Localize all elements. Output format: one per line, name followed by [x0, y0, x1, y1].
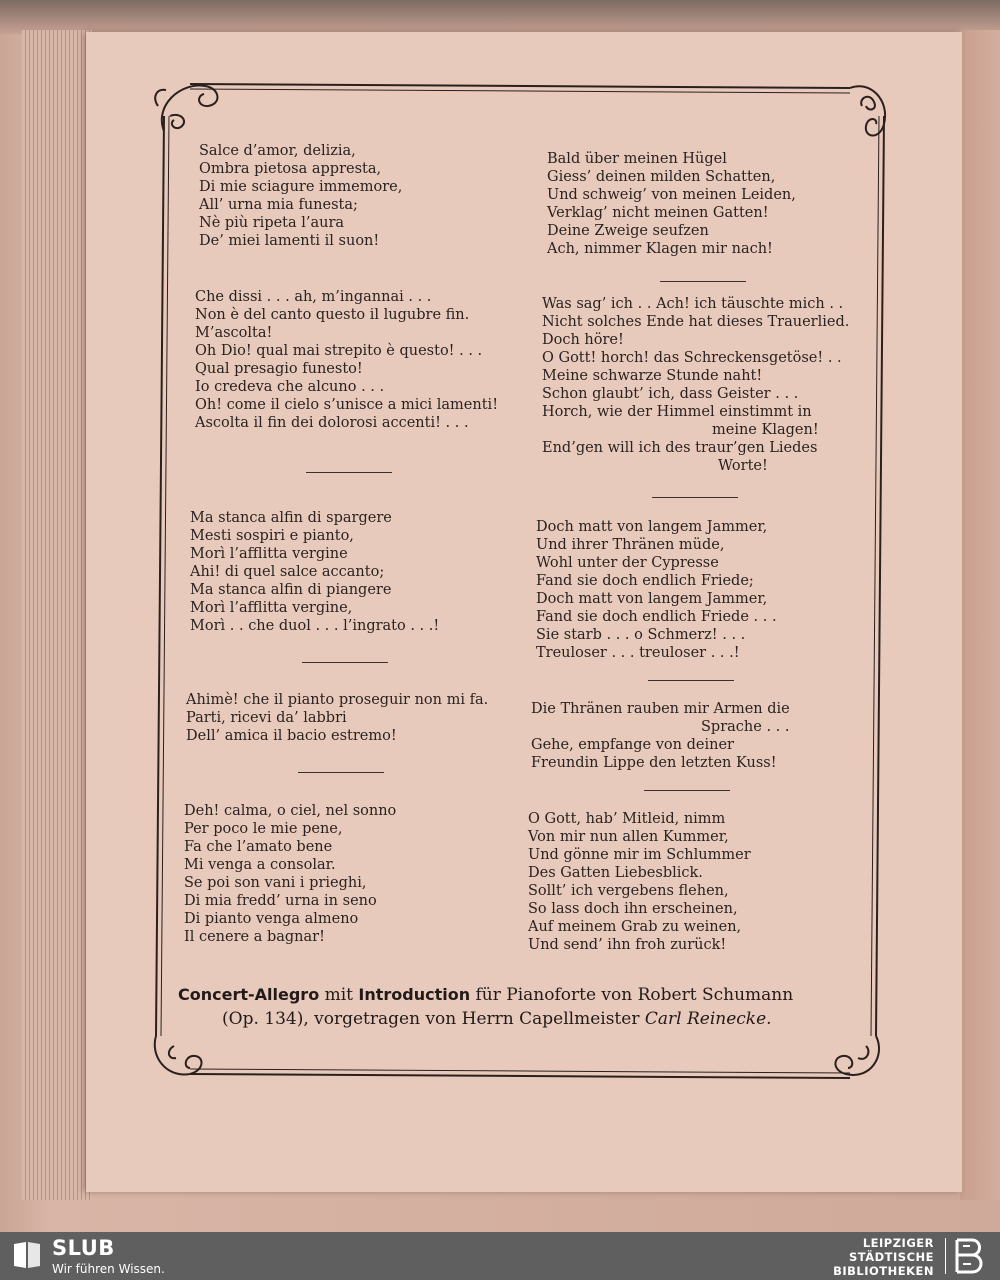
verse-line: Freundin Lippe den letzten Kuss! — [531, 755, 777, 771]
verse-line: Ascolta il fin dei dolorosi accenti! . . . — [195, 415, 469, 431]
verse-line: meine Klagen! — [712, 422, 819, 438]
verse-line: Gehe, empfange von deiner — [531, 737, 734, 753]
german-stanza-2 — [542, 295, 849, 475]
german-stanza-1 — [547, 150, 796, 258]
italian-stanza-1 — [199, 142, 402, 250]
concert-details-2: (Op. 134), vorgetragen von Herrn Capellmeister — [222, 1009, 645, 1029]
verse-line: O Gott! horch! das Schreckensgetöse! . . — [542, 350, 842, 366]
verse-line: Per poco le mie pene, — [184, 821, 343, 837]
book-top-edge — [0, 0, 1000, 34]
verse-line: So lass doch ihn erscheinen, — [528, 901, 738, 917]
verse-line: De’ miei lamenti il suon! — [199, 233, 380, 249]
lsb-line-3: BIBLIOTHEKEN — [833, 1264, 934, 1278]
verse-line: Von mir nun allen Kummer, — [528, 829, 729, 845]
lsb-name — [833, 1236, 934, 1278]
verse-line: O Gott, hab’ Mitleid, nimm — [528, 811, 726, 827]
concert-mit: mit — [319, 985, 359, 1005]
verse-line: Giess’ deinen milden Schatten, — [547, 169, 776, 185]
german-stanza-5 — [528, 810, 751, 954]
verse-line: Doch matt von langem Jammer, — [536, 591, 768, 607]
stanza-divider — [648, 680, 734, 681]
verse-line: Und schweig’ von meinen Leiden, — [547, 187, 796, 203]
italian-stanza-5 — [184, 802, 396, 946]
italian-stanza-2 — [195, 288, 498, 432]
verse-line: Di pianto venga almeno — [184, 911, 359, 927]
verse-line: Mi venga a consolar. — [184, 857, 336, 873]
concert-second-line — [178, 1007, 858, 1031]
verse-line: Wohl unter der Cypresse — [536, 555, 719, 571]
verse-line: Salce d’amor, delizia, — [199, 143, 356, 159]
verse-line: Was sag’ ich . . Ach! ich täuschte mich . . — [542, 296, 844, 312]
verse-line: Worte! — [718, 458, 768, 474]
stanza-divider — [652, 497, 738, 498]
concert-details-1: für Pianoforte von Robert Schumann — [470, 985, 794, 1005]
verse-line: Schon glaubt’ ich, dass Geister . . . — [542, 386, 799, 402]
verse-line: Qual presagio funesto! — [195, 361, 363, 377]
verse-line: Doch matt von langem Jammer, — [536, 519, 768, 535]
lsb-line-1: LEIPZIGER — [862, 1236, 934, 1250]
verse-line: Fand sie doch endlich Friede; — [536, 573, 754, 589]
italian-stanza-4 — [186, 691, 488, 745]
verse-line: Verklag’ nicht meinen Gatten! — [547, 205, 769, 221]
verse-line: Non è del canto questo il lugubre fin. — [195, 307, 470, 323]
stanza-divider — [298, 772, 384, 773]
concert-title: Concert-Allegro — [178, 985, 320, 1004]
verse-line: Dell’ amica il bacio estremo! — [186, 728, 397, 744]
lsb-logo-icon — [954, 1237, 988, 1275]
lsb-divider — [945, 1238, 946, 1274]
verse-line: Bald über meinen Hügel — [547, 151, 727, 167]
verse-line: Ahimè! che il pianto proseguir non mi fa. — [186, 692, 489, 708]
verse-line: Und ihrer Thränen müde, — [536, 537, 725, 553]
verse-line: Oh Dio! qual mai strepito è questo! . . . — [195, 343, 483, 359]
verse-line: Horch, wie der Himmel einstimmt in — [542, 404, 812, 420]
verse-line: Io credeva che alcuno . . . — [195, 379, 385, 395]
slub-name: SLUB — [52, 1236, 115, 1260]
verse-line: Ahi! di quel salce accanto; — [190, 564, 385, 580]
verse-line: Sie starb . . . o Schmerz! . . . — [536, 627, 746, 643]
verse-line: Treuloser . . . treuloser . . .! — [536, 645, 740, 661]
verse-line: Deine Zweige seufzen — [547, 223, 709, 239]
verse-line: Ma stanca alfin di piangere — [190, 582, 392, 598]
german-stanza-4 — [531, 700, 790, 772]
stanza-divider — [306, 472, 392, 473]
stanza-divider — [644, 790, 730, 791]
concert-performer: Carl Reinecke. — [644, 1009, 772, 1029]
verse-line: Morì l’afflitta vergine — [190, 546, 348, 562]
verse-line: Morì l’afflitta vergine, — [190, 600, 353, 616]
verse-line: Mesti sospiri e pianto, — [190, 528, 354, 544]
verse-line: Il cenere a bagnar! — [184, 929, 325, 945]
verse-line: Und gönne mir im Schlummer — [528, 847, 751, 863]
verse-line: Parti, ricevi da’ labbri — [186, 710, 347, 726]
verse-line: Morì . . che duol . . . l’ingrato . . .! — [190, 618, 440, 634]
verse-line: Nè più ripeta l’aura — [199, 215, 345, 231]
verse-line: Di mia fredd’ urna in seno — [184, 893, 377, 909]
verse-line: Die Thränen rauben mir Armen die — [531, 701, 790, 717]
lsb-line-2: STÄDTISCHE — [848, 1250, 934, 1264]
page-stack-edges — [22, 30, 92, 1200]
verse-line: Ach, nimmer Klagen mir nach! — [547, 241, 773, 257]
verse-line: Auf meinem Grab zu weinen, — [528, 919, 742, 935]
verse-line: Fand sie doch endlich Friede . . . — [536, 609, 777, 625]
verse-line: Oh! come il cielo s’unisce a mici lamenti! — [195, 397, 499, 413]
verse-line: Nicht solches Ende hat dieses Trauerlied. — [542, 314, 850, 330]
verse-line: Des Gatten Liebesblick. — [528, 865, 703, 881]
verse-line: End’gen will ich des traur’gen Liedes — [542, 440, 818, 456]
verse-line: Doch höre! — [542, 332, 624, 348]
verse-line: All’ urna mia funesta; — [199, 197, 358, 213]
italian-stanza-3 — [190, 509, 439, 635]
verse-line: Ombra pietosa appresta, — [199, 161, 382, 177]
verse-line: Sollt’ ich vergebens flehen, — [528, 883, 729, 899]
slub-tagline: Wir führen Wissen. — [52, 1262, 165, 1276]
slub-logo-icon — [12, 1240, 42, 1270]
concert-introduction: Introduction — [358, 985, 471, 1004]
verse-line: Deh! calma, o ciel, nel sonno — [184, 803, 397, 819]
concert-announcement — [178, 983, 858, 1031]
verse-line: Meine schwarze Stunde naht! — [542, 368, 763, 384]
stanza-divider — [660, 281, 746, 282]
german-stanza-3 — [536, 518, 777, 662]
verse-line: Di mie sciagure immemore, — [199, 179, 403, 195]
verse-line: Se poi son vani i prieghi, — [184, 875, 367, 891]
verse-line: Und send’ ihn froh zurück! — [528, 937, 727, 953]
verse-line: Fa che l’amato bene — [184, 839, 333, 855]
library-footer-bar — [0, 1232, 1000, 1280]
verse-line: Che dissi . . . ah, m’ingannai . . . — [195, 289, 432, 305]
stanza-divider — [302, 662, 388, 663]
verse-line: M’ascolta! — [195, 325, 273, 341]
verse-line: Sprache . . . — [701, 719, 790, 735]
verse-line: Ma stanca alfin di spargere — [190, 510, 392, 526]
book-right-edge — [960, 30, 1000, 1200]
